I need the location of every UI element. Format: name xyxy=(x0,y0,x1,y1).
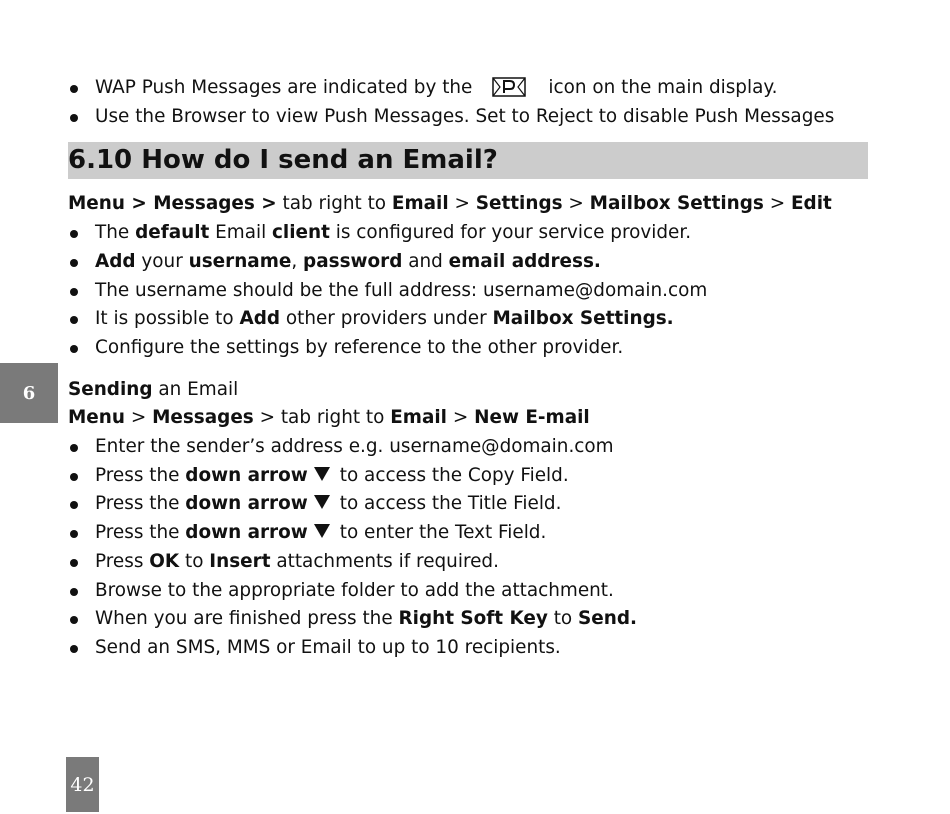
path-sep: > xyxy=(446,407,475,429)
text: an Email xyxy=(152,378,239,400)
bold-text: email address. xyxy=(448,250,601,272)
text: Enter the sender’s address e.g. username@domain.com xyxy=(95,436,614,458)
bold-text: default xyxy=(135,222,210,244)
list-item xyxy=(68,219,868,248)
page-content xyxy=(68,74,868,663)
path-menu: Menu xyxy=(68,407,125,429)
push-message-icon xyxy=(492,77,526,97)
text: Browse to the appropriate folder to add the attachment. xyxy=(95,579,614,601)
path-new-email: New E-mail xyxy=(474,407,590,429)
text: Email xyxy=(209,222,273,244)
text: , xyxy=(291,250,304,272)
path-sep: > xyxy=(763,193,791,215)
list-item xyxy=(68,433,868,462)
text: It is possible to xyxy=(95,308,240,330)
chapter-tab: 6 xyxy=(0,363,58,423)
down-arrow-icon xyxy=(314,467,330,481)
bold-text: Mailbox Settings. xyxy=(492,308,674,330)
section-heading: 6.10 How do I send an Email? xyxy=(68,142,868,179)
text: Configure the settings by reference to the other provider. xyxy=(95,336,624,358)
bold-text: OK xyxy=(149,550,180,572)
list-item xyxy=(68,605,868,634)
down-arrow-icon xyxy=(314,524,330,538)
list-item xyxy=(68,577,868,606)
text: to access the Title Field. xyxy=(339,493,562,515)
list-item xyxy=(68,277,868,306)
path-messages: Messages > xyxy=(153,193,277,215)
list-item xyxy=(68,519,868,548)
sending-menu-path xyxy=(68,404,868,433)
text: Press the xyxy=(95,464,186,486)
path-sep: > xyxy=(448,193,476,215)
page-number: 42 xyxy=(66,757,99,812)
text: When you are finished press the xyxy=(95,608,399,630)
path-sep: > xyxy=(562,193,590,215)
bold-text: down arrow xyxy=(185,464,308,486)
text: and xyxy=(402,250,449,272)
bold-text: down arrow xyxy=(185,522,308,544)
path-mailbox-settings: Mailbox Settings xyxy=(589,193,764,215)
list-item xyxy=(68,74,868,103)
wap-text-after: icon on the main display. xyxy=(548,77,778,98)
list-item xyxy=(68,462,868,491)
text: attachments if required. xyxy=(270,550,499,572)
bold-text: Right Soft Key xyxy=(398,608,548,630)
path-menu: Menu xyxy=(68,193,125,215)
path-edit: Edit xyxy=(790,193,832,215)
path-settings: Settings xyxy=(475,193,563,215)
text: Press the xyxy=(95,522,186,544)
path-sep: > xyxy=(124,407,153,429)
list-item xyxy=(68,248,868,277)
bold-text: username xyxy=(188,250,292,272)
text: to enter the Text Field. xyxy=(339,522,547,544)
browser-note: Use the Browser to view Push Messages. Set to Reject to disable Push Messages xyxy=(95,105,835,127)
sending-list xyxy=(68,433,868,663)
list-item xyxy=(68,305,868,334)
text: to xyxy=(547,608,579,630)
path-sep: > xyxy=(124,193,154,215)
sending-heading xyxy=(68,376,868,405)
path-text: > tab right to xyxy=(253,407,391,429)
bold-text: Add xyxy=(239,308,281,330)
list-item xyxy=(68,634,868,663)
path-email: Email xyxy=(391,193,449,215)
path-messages: Messages xyxy=(152,407,254,429)
down-arrow-icon xyxy=(314,495,330,509)
text: to access the Copy Field. xyxy=(339,464,569,486)
list-item xyxy=(68,334,868,363)
bold-text: down arrow xyxy=(185,493,308,515)
path-text: tab right to xyxy=(276,193,392,215)
bold-text: Add xyxy=(95,250,136,272)
settings-menu-path xyxy=(68,190,868,219)
bold-text: password xyxy=(303,250,403,272)
text: The xyxy=(95,222,136,244)
bold-text: Send. xyxy=(578,608,637,630)
path-email: Email xyxy=(390,407,447,429)
bold-text: Sending xyxy=(68,378,153,400)
settings-list xyxy=(68,219,868,363)
text: Press xyxy=(95,550,150,572)
text: The username should be the full address: username@domain.com xyxy=(95,279,708,301)
text: Press the xyxy=(95,493,186,515)
bold-text: client xyxy=(272,222,330,244)
text: is configured for your service provider. xyxy=(329,222,692,244)
bold-text: Insert xyxy=(209,550,271,572)
text: to xyxy=(179,550,210,572)
intro-list xyxy=(68,74,868,131)
text: your xyxy=(135,250,189,272)
wap-text-before: WAP Push Messages are indicated by the xyxy=(95,77,473,98)
list-item xyxy=(68,548,868,577)
text: Send an SMS, MMS or Email to up to 10 recipients. xyxy=(95,636,561,658)
list-item xyxy=(68,490,868,519)
text: other providers under xyxy=(280,308,493,330)
list-item xyxy=(68,103,868,132)
